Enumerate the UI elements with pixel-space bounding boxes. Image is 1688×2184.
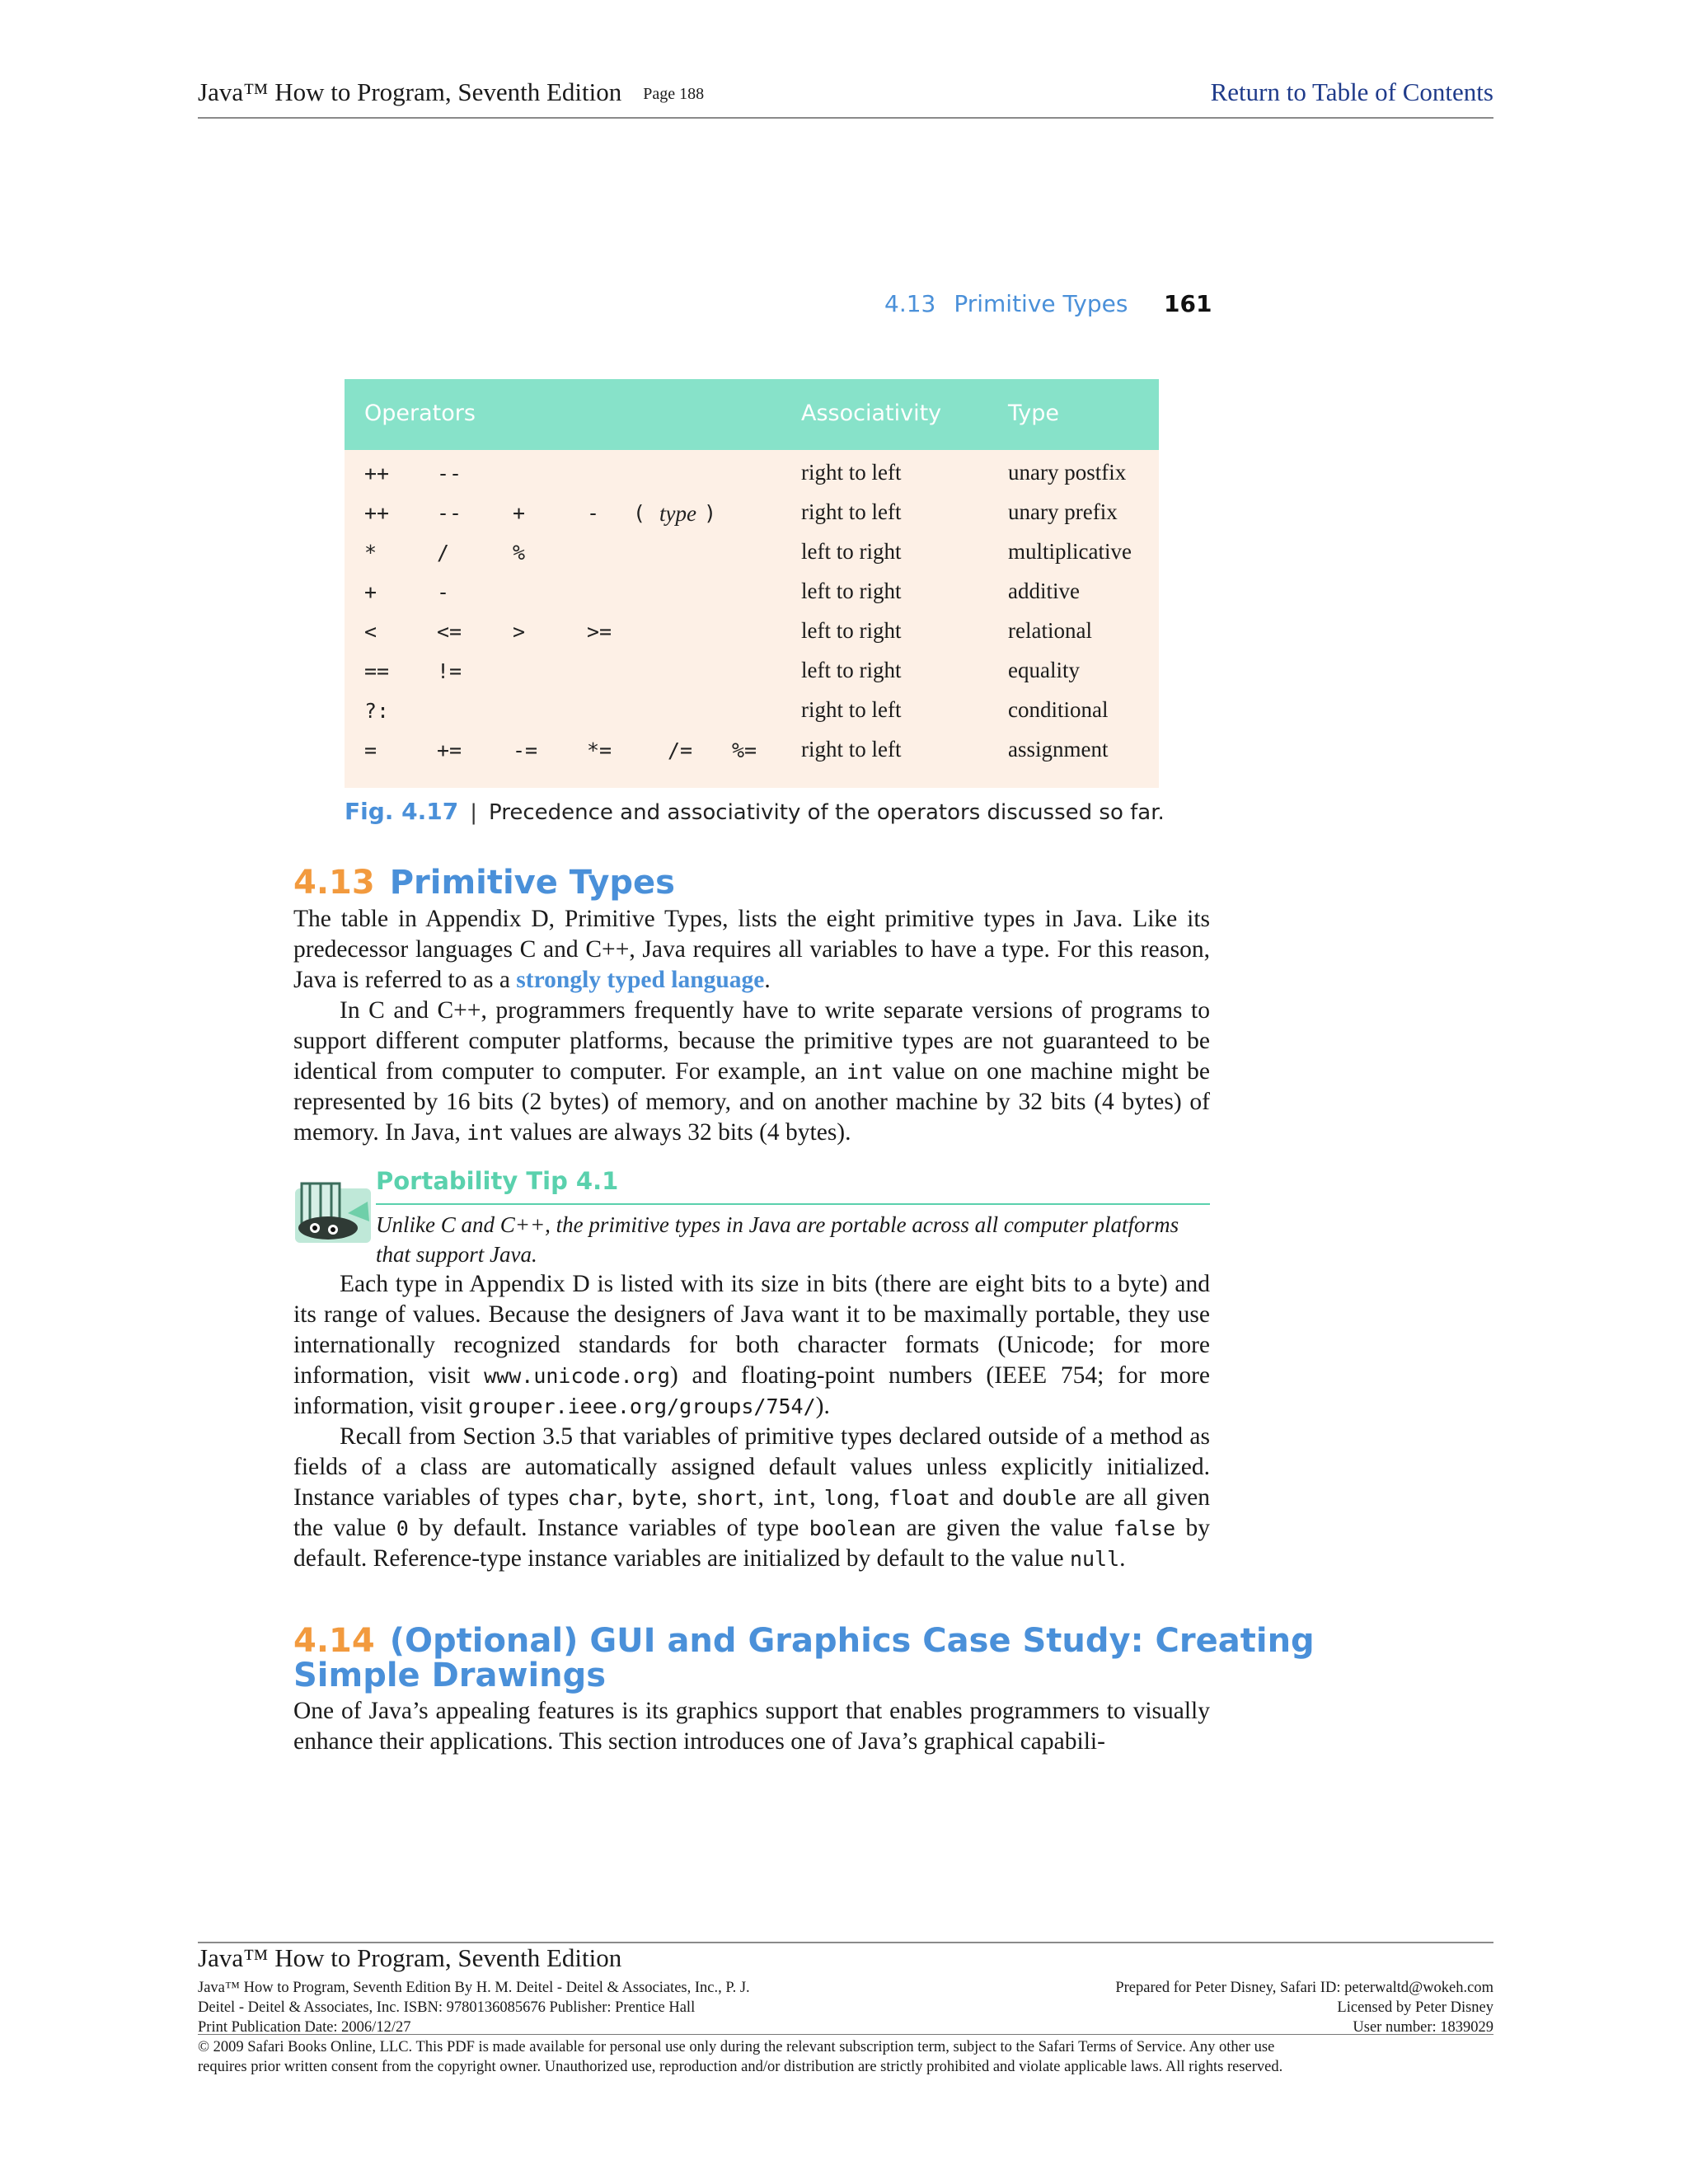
associativity-cell: right to left: [801, 460, 902, 485]
code-null: null: [1069, 1547, 1120, 1571]
text-run: The table in Appendix D, Primitive Types, lists the eight primitive types in Java. Like its predecessor languages C and C++, Java requires all variables to have a type. For this reason, Java is referred to as a: [293, 906, 1210, 993]
text-run: .: [764, 967, 771, 993]
type-cell: conditional: [1008, 697, 1109, 722]
associativity-cell: left to right: [801, 658, 902, 682]
type-cell: unary prefix: [1008, 499, 1118, 524]
footer-info-line: Deitel - Deitel & Associates, Inc. ISBN: 9780136085676 Publisher: Prentice Hall: [198, 1999, 696, 2016]
paragraph-1: [293, 904, 1210, 996]
operator-precedence-table: [345, 379, 1159, 788]
operator-cell: ++: [364, 501, 390, 525]
paragraph-4: [293, 1422, 1210, 1574]
text-run: ,: [809, 1484, 824, 1511]
operator-cell: --: [437, 501, 462, 525]
running-head: [884, 290, 1128, 317]
text-run: value on one machine might be represented by 16 bits (2 bytes) of memory, and on another machine by 32 bits (4 bytes) of memory. In Java,: [293, 1058, 1210, 1146]
code-char: char: [567, 1486, 617, 1510]
operator-cell: ): [704, 501, 717, 525]
text-run: are all given the value: [293, 1484, 1211, 1541]
code-short: short: [696, 1486, 758, 1510]
text-run: In C and C++, programmers frequently have to write separate versions of programs to support different computer platforms, because the primitive types are not guaranteed to be identical from computer to computer. For example, an: [293, 997, 1210, 1085]
text-run: are given the value: [896, 1515, 1114, 1541]
text-run: ,: [681, 1484, 696, 1511]
table-row: [345, 616, 1159, 656]
operator-cell: [659, 501, 696, 527]
operator-cell: (: [633, 501, 646, 525]
paragraph-3: [293, 1269, 1210, 1422]
text-run: Each type in Appendix D is listed with its size in bits (there are eight bits to a byte) and its range of values. Because the designers of Java want it to be maximally portable, they use internationally recognized standards for both character formats (Unicode; for more information, visit: [293, 1271, 1210, 1389]
section-number: 4.14: [293, 1622, 375, 1660]
footer-licensed-by: Licensed by Peter Disney: [1337, 1999, 1493, 2016]
type-cell: multiplicative: [1008, 539, 1132, 564]
section-heading-4-14: [293, 1624, 1315, 1693]
operator-cell: *=: [587, 738, 612, 762]
header-associativity: Associativity: [801, 401, 942, 426]
footer-prepared-for: Prepared for Peter Disney, Safari ID: peterwaltd@wokeh.com: [1115, 1980, 1493, 1996]
header-divider: [198, 117, 1493, 119]
type-placeholder: type: [659, 501, 696, 526]
portability-tip-body: Unlike C and C++, the primitive types in Java are portable across all computer platforms that support Java.: [376, 1212, 1179, 1267]
operator-cell: ++: [364, 462, 390, 485]
text-run: ,: [874, 1484, 889, 1511]
paragraph-5: One of Java’s appealing features is its graphics support that enables programmers to visually enhance their applications. This section introduces one of Java’s graphical capabili-: [293, 1698, 1210, 1755]
running-head-number: 4.13: [884, 290, 936, 317]
text-run: ).: [815, 1393, 830, 1419]
associativity-cell: right to left: [801, 737, 902, 762]
url-unicode: www.unicode.org: [484, 1364, 670, 1388]
code-false: false: [1113, 1516, 1176, 1540]
type-cell: equality: [1008, 658, 1080, 682]
text-run: ,: [757, 1484, 773, 1511]
table-header: [345, 379, 1159, 450]
associativity-cell: left to right: [801, 579, 902, 603]
table-row: [345, 458, 1159, 498]
operator-cell: %=: [732, 738, 757, 762]
footer-info-line: Java™ How to Program, Seventh Edition By H. M. Deitel - Deitel & Associates, Inc., P. J.: [198, 1980, 750, 1996]
operator-cell: *: [364, 541, 377, 565]
associativity-cell: left to right: [801, 618, 902, 643]
header-type: Type: [1008, 401, 1060, 426]
operator-cell: <=: [437, 620, 462, 644]
operator-cell: %: [513, 541, 526, 565]
footer-info-line: Print Publication Date: 2006/12/27: [198, 2019, 411, 2036]
code-byte: byte: [631, 1486, 682, 1510]
operator-cell: -: [587, 501, 600, 525]
header-page-label: Page 188: [643, 85, 705, 103]
key-term: strongly typed language: [516, 967, 765, 993]
associativity-cell: left to right: [801, 539, 902, 564]
section-heading-4-13: [293, 865, 675, 900]
table-row: [345, 577, 1159, 616]
operator-cell: --: [437, 462, 462, 485]
code-int: int: [772, 1486, 810, 1510]
text-run: ) and floating-point numbers (IEEE 754; for more information, visit: [293, 1362, 1210, 1419]
associativity-cell: right to left: [801, 697, 902, 722]
operator-cell: <: [364, 620, 377, 644]
return-to-toc-link[interactable]: Return to Table of Contents: [1210, 77, 1493, 106]
operator-cell: +=: [437, 738, 462, 762]
paragraph-2: [293, 996, 1210, 1148]
header-title-text: Java™ How to Program, Seventh Edition: [198, 77, 622, 106]
running-head-title: Primitive Types: [954, 290, 1128, 317]
operator-cell: -: [437, 580, 450, 604]
footer-user-number: User number: 1839029: [1353, 2019, 1493, 2036]
tip-divider: [376, 1203, 1210, 1205]
text-run: Recall from Section 3.5 that variables of primitive types declared outside of a method as fields of a class are automatically assigned default values unless explicitly initialized. Instance variables of types: [293, 1423, 1210, 1511]
operator-cell: +: [364, 580, 377, 604]
text-run: and: [950, 1484, 1002, 1511]
type-cell: additive: [1008, 579, 1080, 603]
code-long: long: [823, 1486, 874, 1510]
footer-divider: [198, 2034, 1493, 2035]
operator-cell: >=: [587, 620, 612, 644]
operator-cell: >: [513, 620, 526, 644]
text-run: by default. Reference-type instance variables are initialized by default to the value: [293, 1515, 1210, 1572]
code-boolean: boolean: [809, 1516, 897, 1540]
operator-cell: -=: [513, 738, 538, 762]
table-row: [345, 498, 1159, 537]
footer-copyright: © 2009 Safari Books Online, LLC. This PDF is made available for personal use only during the relevant subscription term, subject to the Safari Terms of Service. Any other use: [198, 2039, 1275, 2055]
text-run: values are always 32 bits (4 bytes).: [504, 1119, 851, 1146]
portability-tip-title: Portability Tip 4.1: [376, 1167, 619, 1195]
caption-separator: |: [470, 800, 478, 825]
table-row: [345, 656, 1159, 696]
code-float: float: [888, 1486, 950, 1510]
text-run: ,: [617, 1484, 632, 1511]
figure-label: Fig. 4.17: [345, 798, 459, 825]
table-row: [345, 735, 1159, 775]
section-title-line1: (Optional) GUI and Graphics Case Study: Creating: [389, 1622, 1315, 1660]
code-double: double: [1001, 1486, 1077, 1510]
text-run: by default. Instance variables of type: [408, 1515, 809, 1541]
footer-book-title: Java™ How to Program, Seventh Edition: [198, 1943, 622, 1972]
operator-cell: /: [437, 541, 450, 565]
section-title-line2: Simple Drawings: [293, 1657, 607, 1694]
text-run: .: [1119, 1545, 1126, 1572]
type-cell: unary postfix: [1008, 460, 1127, 485]
figure-caption: [345, 798, 1165, 825]
type-cell: relational: [1008, 618, 1092, 643]
code-int: int: [467, 1121, 504, 1145]
operator-cell: !=: [437, 659, 462, 683]
caption-text: Precedence and associativity of the operators discussed so far.: [489, 800, 1165, 825]
header-book-title: [198, 77, 704, 107]
code-int: int: [846, 1060, 884, 1084]
section-number: 4.13: [293, 864, 375, 902]
section-title: Primitive Types: [389, 864, 675, 902]
table-row: [345, 696, 1159, 735]
code-zero: 0: [396, 1516, 409, 1540]
footer-copyright: requires prior written consent from the copyright owner. Unauthorized use, reproduction and/or distribution are strictly prohibited and violate applicable laws. All rights reserved.: [198, 2059, 1283, 2075]
portability-tip-icon: [293, 1180, 373, 1248]
operator-cell: /=: [668, 738, 693, 762]
table-row: [345, 537, 1159, 577]
type-cell: assignment: [1008, 737, 1109, 762]
operator-cell: +: [513, 501, 526, 525]
url-ieee: grouper.ieee.org/groups/754/: [468, 1394, 816, 1418]
operator-cell: ?:: [364, 699, 390, 723]
header-operators: Operators: [364, 401, 476, 426]
operator-cell: ==: [364, 659, 390, 683]
operator-cell: =: [364, 738, 377, 762]
book-page-number: 161: [1164, 290, 1212, 317]
associativity-cell: right to left: [801, 499, 902, 524]
